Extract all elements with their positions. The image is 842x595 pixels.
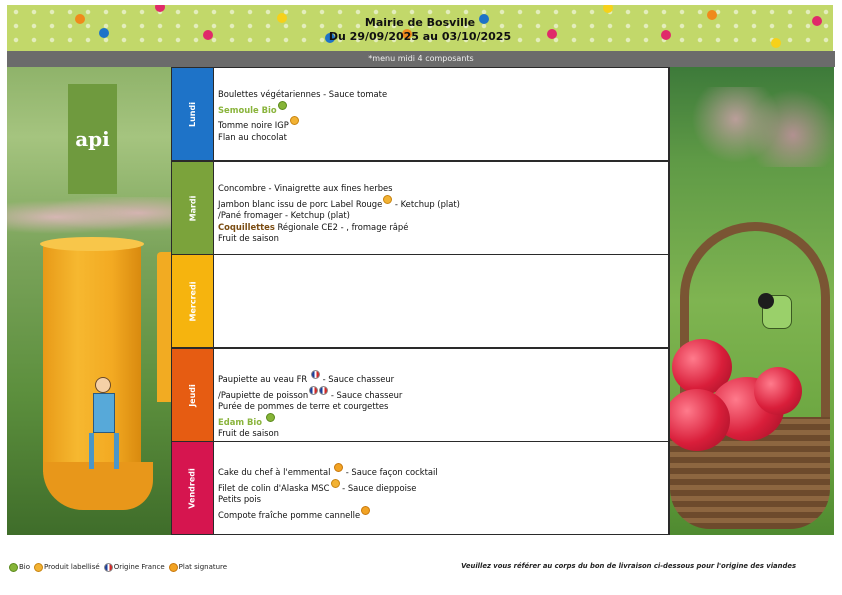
menu-item-suffix: - Sauce dieppoise	[339, 482, 417, 493]
sig-icon	[361, 506, 370, 515]
menu-item-text: Boulettes végétariennes - Sauce tomate	[218, 89, 388, 99]
menu-item	[218, 183, 668, 195]
menu-item-text: Jambon blanc issu de porc Label Rouge	[218, 198, 383, 209]
legend-label: Origine France	[113, 563, 165, 571]
menu-item	[218, 494, 668, 506]
sig-icon	[169, 563, 178, 572]
menu-item-text: Coquillettes	[218, 221, 275, 232]
photo-blossom	[7, 197, 171, 237]
menu-cell	[214, 162, 668, 254]
menu-item-text: Fruit de saison	[218, 428, 279, 439]
menu-item-suffix: - Sauce façon cocktail	[343, 467, 438, 477]
child-illustration-legs	[89, 433, 119, 469]
menu-item	[218, 233, 668, 245]
day-label: Vendredi	[187, 467, 197, 509]
header-banner	[7, 5, 833, 51]
footer-note: Veuillez vous référer au corps du bon de livraison ci-dessous pour l'origine des viandes	[461, 562, 796, 570]
fr-icon	[104, 563, 113, 572]
menu-item	[218, 413, 668, 429]
legend-label: Produit labellisé	[44, 563, 100, 571]
boot-rim	[40, 237, 144, 251]
day-cell	[172, 442, 213, 534]
menu-item-text: Fruit de saison	[218, 233, 279, 244]
menu-item	[218, 89, 668, 101]
day-row-vendredi	[171, 442, 670, 534]
menu-item-text: /Paupiette de poisson	[218, 389, 309, 400]
label-icon	[383, 195, 392, 204]
menu-item-suffix: - Ketchup (plat)	[392, 198, 460, 209]
menu-item-text: Edam Bio	[218, 416, 265, 427]
bio-icon	[266, 413, 275, 422]
menu-cell	[214, 68, 668, 160]
menu-item	[218, 195, 668, 211]
menu-item	[218, 370, 668, 386]
day-cell	[172, 349, 213, 441]
sig-icon	[334, 463, 343, 472]
menu-item	[218, 210, 668, 222]
legend-label: Plat signature	[178, 563, 228, 571]
menu-item	[218, 401, 668, 413]
day-label: Lundi	[188, 101, 197, 127]
day-label: Mercredi	[187, 281, 197, 321]
menu-item-text: Cake du chef à l'emmental	[218, 467, 334, 477]
api-logo	[68, 84, 117, 194]
apple	[754, 367, 802, 415]
legend	[9, 561, 231, 573]
menu-item	[218, 428, 668, 440]
boot-foot	[43, 462, 153, 510]
photo-apple-basket	[670, 67, 834, 535]
label-icon	[290, 116, 299, 125]
menu-item	[218, 479, 668, 495]
menu-item	[218, 132, 668, 144]
menu-item	[218, 222, 668, 234]
day-label: Mardi	[188, 195, 197, 221]
child-illustration-head	[95, 377, 111, 393]
label-icon	[331, 479, 340, 488]
menu-item	[218, 463, 668, 479]
title-dates: Du 29/09/2025 au 03/10/2025	[328, 30, 512, 43]
menu-item-text: Tomme noire IGP	[218, 120, 289, 131]
menu-item	[218, 506, 668, 522]
menu-item-suffix: - Sauce chasseur	[319, 374, 395, 384]
menu-item-text: Filet de colin d'Alaska MSC	[218, 482, 330, 493]
boot-second	[157, 252, 171, 402]
child-illustration-body	[93, 393, 115, 433]
menu-cell	[214, 442, 668, 534]
bio-icon	[9, 563, 18, 572]
menu-item-text: Semoule Bio	[218, 104, 277, 115]
title-mairie: Mairie de Bosville	[364, 16, 476, 29]
menu-table	[171, 67, 670, 535]
day-row-mardi	[171, 162, 670, 254]
menu-cell	[214, 255, 668, 347]
menu-item-text: Compote fraîche pomme cannelle	[218, 509, 361, 520]
bio-icon	[278, 101, 287, 110]
menu-item	[218, 386, 668, 402]
confetti-dot	[603, 5, 613, 13]
fr-icon	[319, 386, 328, 395]
photo-rain-boot	[7, 67, 171, 535]
day-cell	[172, 68, 213, 160]
menu-item-text: Purée de pommes de terre et courgettes	[218, 401, 389, 412]
menu-item	[218, 116, 668, 132]
fr-icon	[311, 370, 320, 379]
day-row-jeudi	[171, 349, 670, 441]
page-title	[7, 16, 833, 44]
day-label: Jeudi	[187, 383, 197, 407]
day-row-mercredi	[171, 255, 670, 347]
logo-text: api	[75, 127, 110, 151]
menu-item-suffix: - Sauce chasseur	[328, 389, 403, 400]
menu-item-text: Paupiette au veau FR	[218, 374, 310, 384]
menu-item-text: Flan au chocolat	[218, 131, 287, 142]
label-icon	[34, 563, 43, 572]
menu-item-text: Petits pois	[218, 494, 261, 505]
day-cell	[172, 255, 213, 347]
day-cell	[172, 162, 213, 254]
legend-label: Bio	[19, 563, 31, 571]
menu-item-suffix: Régionale CE2 - , fromage râpé	[274, 221, 409, 232]
menu-item-text: Concombre - Vinaigrette aux fines herbes	[218, 183, 393, 193]
menu-cell	[214, 349, 668, 441]
menu-item	[218, 101, 668, 117]
confetti-dot	[155, 5, 165, 12]
photo-bokeh	[670, 87, 834, 167]
menu-subheader: *menu midi 4 composants	[7, 51, 835, 67]
fr-icon	[309, 386, 318, 395]
menu-item-text: /Pané fromager - Ketchup (plat)	[218, 210, 350, 221]
day-row-lundi	[171, 68, 670, 160]
child-climbing-head	[758, 293, 774, 309]
